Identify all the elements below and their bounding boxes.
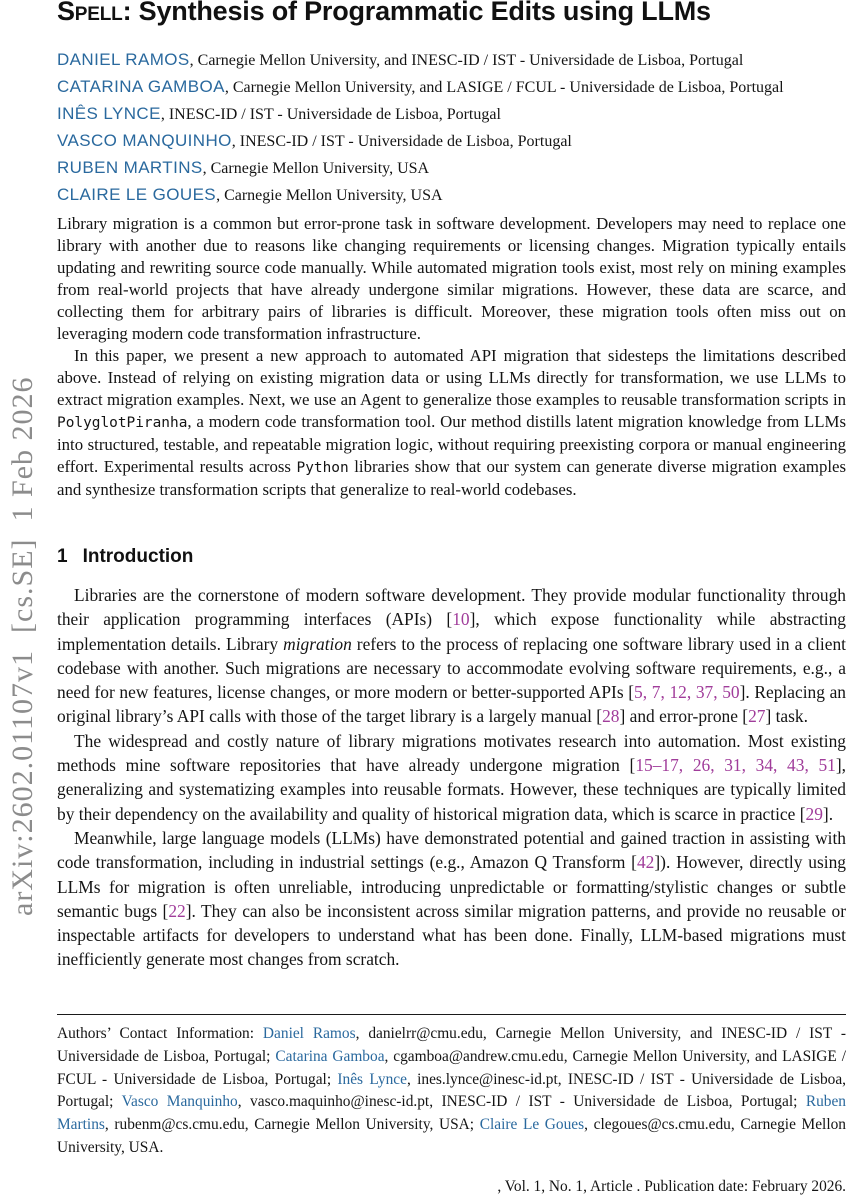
author-affiliation: , INESC-ID / IST - Universidade de Lisboa, Portugal (160, 106, 501, 123)
abstract-paragraph (57, 213, 846, 345)
body-paragraph (57, 826, 846, 972)
author-row (57, 182, 846, 209)
contact-link[interactable]: Catarina Gamboa (275, 1047, 385, 1065)
code-inline: Python (296, 460, 349, 476)
introduction-body (57, 583, 846, 972)
emphasis-text: migration (283, 633, 352, 654)
text-run: In this paper, we present a new approach to automated API migration that sidesteps the limitations described above. Instead of relying on existing migration data or using LLMs directly for transformation, we use LLMs to extract migration examples. Next, we use an Agent to generalize those examples to reusable transformation scripts in (57, 346, 846, 409)
citation-link[interactable]: 22 (168, 900, 186, 921)
citation-link[interactable]: 15–17, 26, 31, 34, 43, 51 (635, 755, 836, 776)
publication-footer: , Vol. 1, No. 1, Article . Publication date: February 2026. (497, 1178, 846, 1195)
citation-link[interactable]: 27 (748, 706, 766, 727)
author-link[interactable]: VASCO MANQUINHO (57, 131, 232, 150)
author-row (57, 155, 846, 182)
author-affiliation: , Carnegie Mellon University, USA (202, 160, 430, 177)
text-run: ] and error-prone [ (619, 706, 749, 727)
contact-link[interactable]: Vasco Manquinho (121, 1093, 238, 1111)
abstract-paragraph (57, 345, 846, 501)
abstract (57, 213, 846, 501)
text-run: , cgamboa@andrew.cmu.edu, Carnegie Mellon University, and LASIGE / FCUL - Universidade de Lisboa, Portugal; (57, 1047, 847, 1088)
text-run: ]. They can also be inconsistent across similar migration patterns, and provide no reusable or inspectable artifacts for developers to understand what has been done. Finally, LLM-based migrations must inefficiently generate most changes from scratch. (57, 900, 847, 970)
text-run: ]. (822, 803, 834, 824)
text-run: libraries show that our system can generate diverse migration examples and synthesize transformation scripts that generalize to real-world codebases. (57, 457, 846, 499)
text-run: ], which expose functionality while abstracting implementation details. Library (57, 609, 846, 654)
arxiv-watermark: arXiv:2602.01107v1 [cs.SE] 1 Feb 2026 (6, 376, 39, 916)
text-run: ], generalizing and systematizing examples into reusable formats. However, these techniques are typically limited by their dependency on the availability and quality of historical migration data, which is scarce in practice [ (57, 755, 846, 824)
text-run: Meanwhile, large language models (LLMs) have demonstrated potential and gained traction in assisting with code transformation, including in industrial settings (e.g., Amazon Q Transform [ (57, 827, 846, 873)
author-link[interactable]: INÊS LYNCE (57, 104, 161, 123)
footnote-block (57, 1014, 846, 1160)
text-run: , a modern code transformation tool. Our method distills latent migration knowledge from LLMs into structured, testable, and repeatable migration logic, without requiring preexisting corpora or manual engineering effort. Experimental results across (57, 412, 846, 476)
citation-link[interactable]: 5, 7, 12, 37, 50 (634, 682, 740, 703)
section-title: Introduction (82, 546, 194, 567)
citation-link[interactable]: 29 (805, 803, 823, 824)
author-block (57, 47, 846, 209)
text-run: Library migration is a common but error-prone task in software development. Developers may need to replace one library with another due to reasons like changing requirements or licensing changes. Migration typically entails updating and rewriting source code manually. While automated migration tools exist, most rely on mining examples from real-world projects that have already undergone similar migrations. However, these data are scarce, and collecting them for arbitrary pairs of libraries is difficult. Moreover, these migration tools often miss out on leveraging modern code transformation infrastructure. (57, 214, 846, 343)
text-run: Libraries are the cornerstone of modern software development. They provide modular functionality through their application programming interfaces (APIs) [ (57, 585, 846, 630)
author-affiliation: , INESC-ID / IST - Universidade de Lisboa, Portugal (231, 133, 572, 150)
introduction-section (57, 546, 846, 972)
text-run: Authors’ Contact Information: (57, 1025, 263, 1042)
text-run: , clegoues@cs.cmu.edu, Carnegie Mellon University, USA. (57, 1116, 846, 1156)
text-run: ]). However, directly using LLMs for migration is often unreliable, introducing unpredictable or formatting/stylistic changes or subtle semantic bugs [ (57, 852, 846, 921)
section-heading (57, 546, 846, 568)
contact-footnote (57, 1023, 846, 1160)
citation-link[interactable]: 42 (636, 852, 655, 873)
text-run: , rubenm@cs.cmu.edu, Carnegie Mellon University, USA; (104, 1116, 480, 1134)
text-run: , ines.lynce@inesc-id.pt, INESC-ID / IST - Universidade de Lisboa, Portugal; (57, 1070, 847, 1111)
page-title (57, 0, 846, 27)
author-affiliation: , Carnegie Mellon University, and INESC-ID / IST - Universidade de Lisboa, Portugal (189, 52, 744, 69)
code-inline: PolyglotPiranha (57, 415, 188, 431)
text-run: ]. Replacing an original library’s API calls with those of the target library is a largely manual [ (57, 682, 846, 727)
author-link[interactable]: RUBEN MARTINS (57, 158, 203, 177)
body-paragraph (57, 729, 846, 826)
author-row (57, 47, 846, 74)
title-smallcaps: Spell (57, 0, 123, 26)
author-link[interactable]: CATARINA GAMBOA (57, 77, 225, 96)
author-affiliation: , Carnegie Mellon University, USA (216, 187, 443, 204)
citation-link[interactable]: 28 (602, 706, 620, 727)
contact-link[interactable]: Claire Le Goues (479, 1116, 585, 1134)
text-run: refers to the process of replacing one software library used in a client codebase with another. Such migrations are necessary to accommodate evolving software requirements, e.g., a need for new features, license changes, or more modern or better-supported APIs [ (57, 633, 846, 703)
text-run: , vasco.maquinho@inesc-id.pt, INESC-ID / IST - Universidade de Lisboa, Portugal; (237, 1093, 806, 1111)
author-row (57, 128, 846, 155)
text-run: The widespread and costly nature of library migrations motivates research into automation. Most existing methods mine software repositories that have already undergone migration [ (57, 730, 846, 776)
section-number: 1 (57, 546, 68, 567)
title-rest: : Synthesis of Programmatic Edits using LLMs (122, 0, 711, 26)
author-link[interactable]: CLAIRE LE GOUES (57, 185, 217, 204)
author-affiliation: , Carnegie Mellon University, and LASIGE / FCUL - Universidade de Lisboa, Portugal (224, 79, 784, 96)
author-row (57, 74, 846, 101)
text-run: , danielrr@cmu.edu, Carnegie Mellon University, and INESC-ID / IST - Universidade de Lisboa, Portugal; (57, 1025, 847, 1065)
citation-link[interactable]: 10 (452, 609, 470, 630)
contact-link[interactable]: Ruben Martins (57, 1093, 846, 1134)
author-link[interactable]: DANIEL RAMOS (57, 50, 190, 69)
author-row (57, 101, 846, 128)
contact-link[interactable]: Daniel Ramos (262, 1025, 356, 1042)
text-run: ] task. (765, 706, 808, 727)
body-paragraph (57, 583, 846, 729)
footnote-divider (57, 1014, 846, 1015)
contact-link[interactable]: Inês Lynce (337, 1070, 407, 1088)
